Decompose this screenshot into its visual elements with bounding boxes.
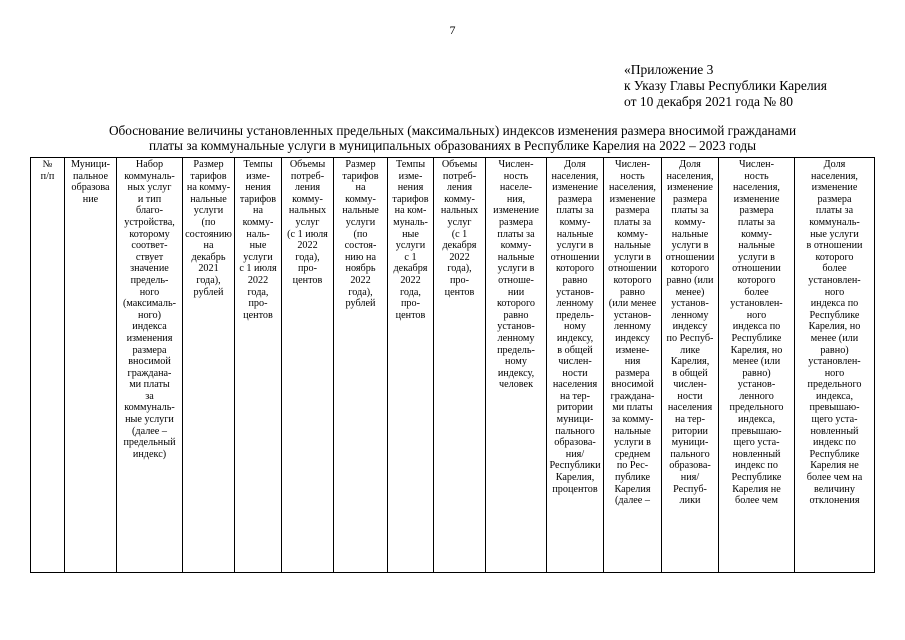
title-line: платы за коммунальные услуги в муниципальных образованиях в Республике Карелия на 2022 – 2023 годы [148,138,757,153]
title-line: Обоснование величины установленных предельных (максимальных) индексов изменения размера вносимой гражданами [108,123,797,138]
column-header-population-equal-limit: Числен- ность населе- ния, изменение размера платы за комму- нальные услуги в отноше- нии которого равно установ- ленному предель- ному индексу, человек [486,158,547,573]
column-header-service-set: Набор коммуналь- ных услуг и тип благо- устройства, которому соответ- ствует значение предель- ного (максималь- ного) индекса изменения размера вносимой граждана- ми платы за коммуналь- ные услуги (далее – предельный индекс) [117,158,183,573]
table-header-row [31,158,875,573]
column-header-tariff-change-dec-2022: Темпы изме- нения тарифов на ком- муналь- ные услуги с 1 декабря 2022 года, про- центов [388,158,434,573]
column-header-consumption-jul-2022: Объемы потреб- ления комму- нальных услуг (с 1 июля 2022 года), про- центов [282,158,334,573]
column-header-tariff-nov-2022: Размер тарифов на комму- нальные услуги (по состоя- нию на ноябрь 2022 года), рублей [334,158,388,573]
page-number: 7 [449,23,456,37]
document-title [30,123,875,153]
column-header-share-le-republic-index: Доля населения, изменение размера платы за комму- нальные услуги в отношении которого равно (или менее) установ- ленному индексу по Респуб- лике Карелия, в общей числен- ности населения на тер- ритории муници- пального образова- ния/ Респуб- лики [662,158,719,573]
appendix-header [624,62,827,110]
column-header-number: № п/п [31,158,65,573]
column-header-tariff-change-jul-2022: Темпы изме- нения тарифов на комму- наль- ные услуги с 1 июля 2022 года, про- центов [235,158,282,573]
appendix-line: к Указу Главы Республики Карелия [624,78,827,93]
column-header-population-above-republic-index: Числен- ность населения, изменение размера платы за комму- нальные услуги в отношении которого более установлен- ного индекса по Республике Карелия, но менее (или равно) установ- ленного предельного индекса, превышаю- щего уста- новленный индекс по Республике Карелия не более чем [719,158,795,573]
data-table [30,157,875,573]
column-header-share-equal-limit: Доля населения, изменение размера платы за комму- нальные услуги в отношении которого равно установ- ленному предель- ному индексу, в общей числен- ности населения на тер- ритории муници- пального образова- ния/ Республики Карелия, процентов [547,158,604,573]
column-header-consumption-dec-2022: Объемы потреб- ления комму- нальных услуг (с 1 декабря 2022 года), про- центов [434,158,486,573]
column-header-tariff-dec-2021: Размер тарифов на комму- нальные услуги (по состоянию на декабрь 2021 года), рублей [183,158,235,573]
column-header-municipality: Муници- пальное образова ние [65,158,117,573]
appendix-line: от 10 декабря 2021 года № 80 [624,94,794,109]
column-header-share-above-republic-index: Доля населения, изменение размера платы за коммуналь- ные услуги в отношении которого более установлен- ного индекса по Республике Карелия, но менее (или равно) установлен- ного предельного индекса, превышаю- щего уста- новленный индекс по Республике Карелия не более чем на величину отклонения [795,158,875,573]
column-header-population-le-republic-index: Числен- ность населения, изменение размера платы за комму- нальные услуги в отношении которого равно (или менее установ- ленному индексу измене- ния размера вносимой граждана- ми платы за комму- нальные услуги в среднем по Рес- публике Карелия (далее – [604,158,662,573]
appendix-line: «Приложение 3 [624,62,714,77]
